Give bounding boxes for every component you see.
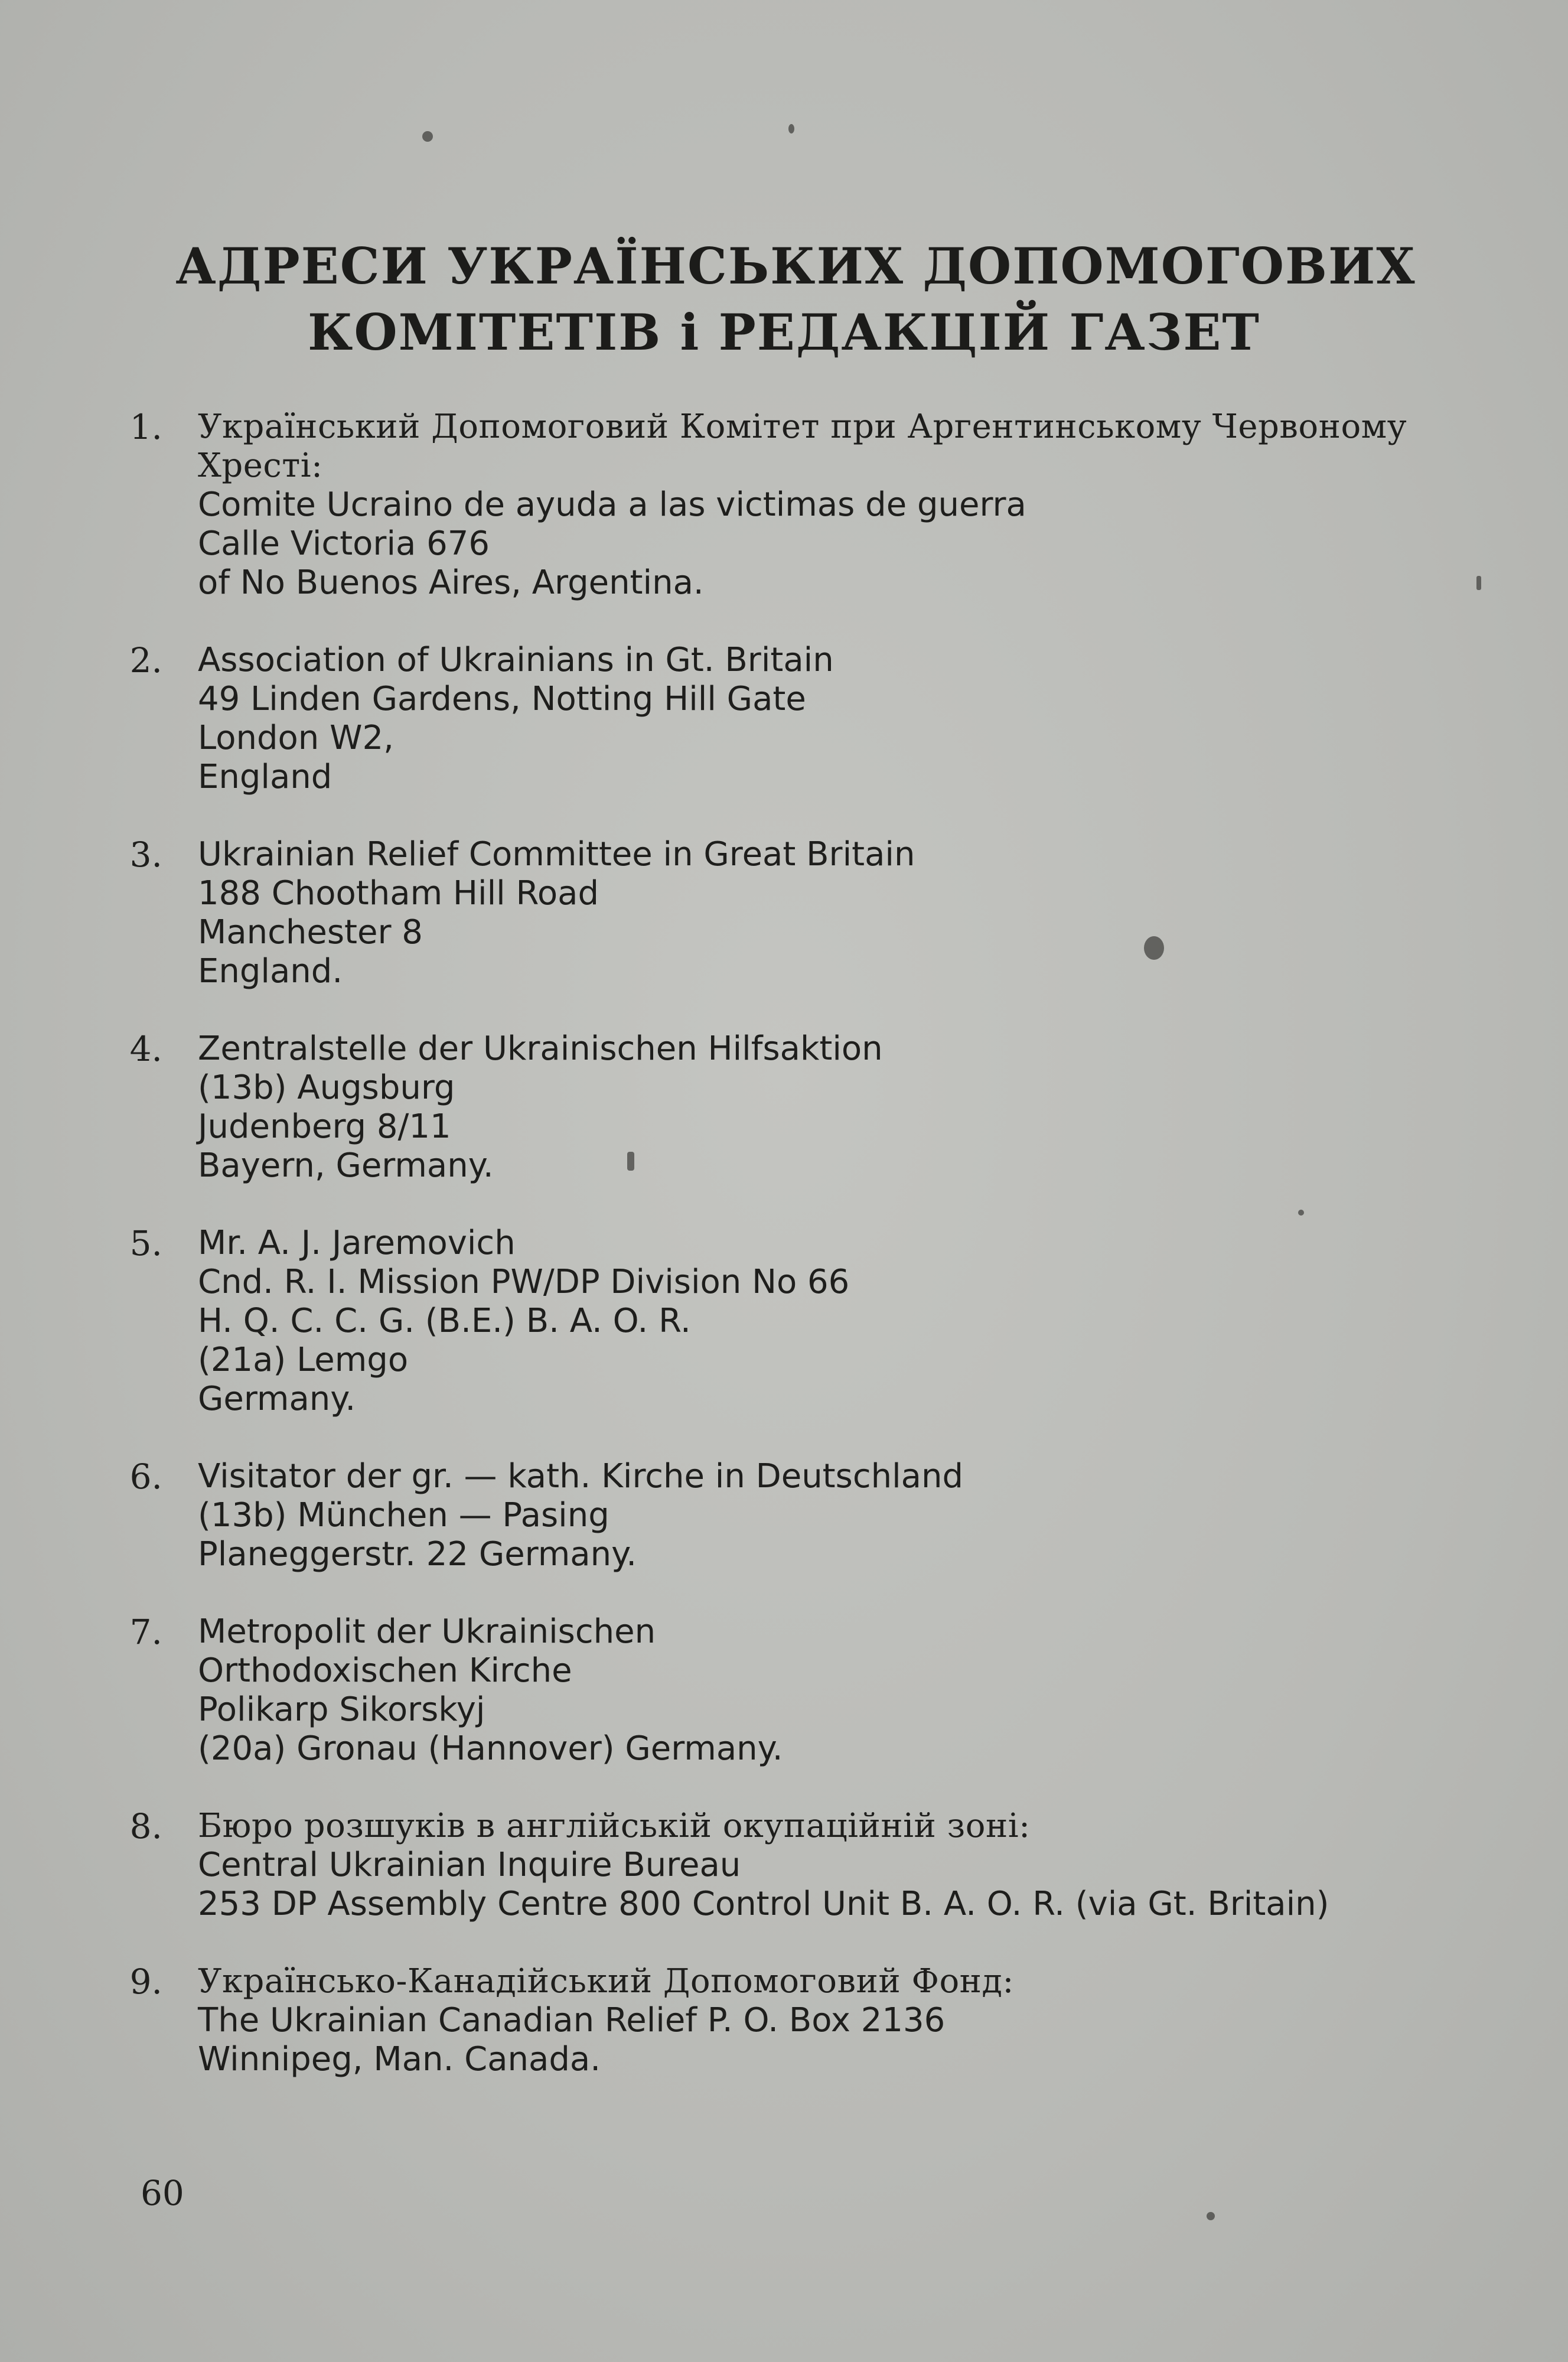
- entry-line: Visitator der gr. — kath. Kirche in Deutschland: [198, 1457, 964, 1496]
- print-speck: [1144, 936, 1164, 960]
- entry-line: (13b) Augsburg: [198, 1068, 455, 1107]
- entry-line: Zentralstelle der Ukrainischen Hilfsaktion: [198, 1029, 883, 1068]
- entry-line: 253 DP Assembly Centre 800 Control Unit B. A. O. R. (via Gt. Britain): [198, 1885, 1329, 1923]
- address-entry-3: [115, 835, 1497, 991]
- print-speck: [627, 1152, 634, 1171]
- address-entry-1: [115, 408, 1497, 602]
- entry-line: 49 Linden Gardens, Notting Hill Gate: [198, 680, 806, 718]
- address-entry-8: [115, 1807, 1497, 1924]
- entry-line: Українсько-Канадійський Допомоговий Фонд:: [198, 1962, 1014, 2001]
- entry-line: Бюро розшуків в англійській окупаційній зоні:: [198, 1807, 1031, 1845]
- entry-line: England.: [198, 952, 343, 991]
- address-entry-9: [115, 1962, 1497, 2079]
- entry-line: Metropolit der Ukrainischen: [198, 1612, 656, 1651]
- page-number: 60: [141, 2173, 184, 2213]
- entry-line: Association of Ukrainians in Gt. Britain: [198, 641, 834, 679]
- entry-line: of No Buenos Aires, Argentina.: [198, 563, 704, 602]
- entry-line: England: [198, 758, 332, 796]
- entry-number: 6.: [129, 1457, 162, 1497]
- print-speck: [1476, 576, 1481, 590]
- entry-line: Central Ukrainian Inquire Bureau: [198, 1846, 741, 1884]
- entry-line: London W2,: [198, 719, 394, 757]
- title-line-2: КОМІТЕТІВ і РЕДАКЦІЙ ГАЗЕТ: [308, 303, 1260, 361]
- entry-number: 4.: [129, 1029, 162, 1069]
- entry-number: 1.: [129, 407, 162, 447]
- print-speck: [1207, 2212, 1215, 2220]
- address-entry-7: [115, 1612, 1497, 1768]
- entry-line: Хресті:: [198, 447, 323, 485]
- entry-line: H. Q. C. C. G. (B.E.) B. A. O. R.: [198, 1302, 691, 1340]
- entry-number: 7.: [129, 1612, 162, 1652]
- address-entry-6: [115, 1457, 1497, 1574]
- address-list: [115, 408, 1497, 2117]
- entry-line: The Ukrainian Canadian Relief P. O. Box 2136: [198, 2001, 946, 2040]
- entry-number: 9.: [129, 1962, 162, 2002]
- entry-line: 188 Chootham Hill Road: [198, 874, 599, 913]
- entry-line: (20a) Gronau (Hannover) Germany.: [198, 1729, 783, 1768]
- print-speck: [1298, 1210, 1304, 1216]
- entry-line: Mr. A. J. Jaremovich: [198, 1224, 516, 1262]
- entry-line: Український Допомоговий Комітет при Аргентинському Червоному: [198, 408, 1407, 446]
- entry-number: 8.: [129, 1806, 162, 1846]
- entry-line: Bayern, Germany.: [198, 1146, 494, 1185]
- print-speck: [788, 124, 794, 133]
- entry-number: 5.: [129, 1223, 162, 1263]
- address-entry-2: [115, 641, 1497, 797]
- address-entry-5: [115, 1224, 1497, 1419]
- entry-line: Polikarp Sikorskyj: [198, 1690, 485, 1729]
- entry-line: Winnipeg, Man. Canada.: [198, 2040, 601, 2078]
- entry-line: Orthodoxischen Kirche: [198, 1651, 572, 1690]
- entry-line: (13b) München — Pasing: [198, 1496, 609, 1535]
- entry-line: Germany.: [198, 1380, 356, 1418]
- print-speck: [422, 131, 433, 142]
- entry-number: 3.: [129, 835, 162, 875]
- entry-line: Planeggerstr. 22 Germany.: [198, 1535, 637, 1573]
- entry-line: (21a) Lemgo: [198, 1341, 409, 1379]
- entry-number: 2.: [129, 640, 162, 680]
- title-line-1: АДРЕСИ УКРАЇНСЬКИХ ДОПОМОГОВИХ: [175, 237, 1416, 295]
- entry-line: Comite Ucraino de ayuda a las victimas de guerra: [198, 486, 1026, 524]
- entry-line: Manchester 8: [198, 913, 423, 952]
- entry-line: Judenberg 8/11: [198, 1107, 451, 1146]
- entry-line: Calle Victoria 676: [198, 524, 490, 563]
- address-entry-4: [115, 1029, 1497, 1185]
- entry-line: Cnd. R. I. Mission PW/DP Division No 66: [198, 1263, 850, 1301]
- page-title: [0, 233, 1568, 366]
- entry-line: Ukrainian Relief Committee in Great Britain: [198, 835, 915, 874]
